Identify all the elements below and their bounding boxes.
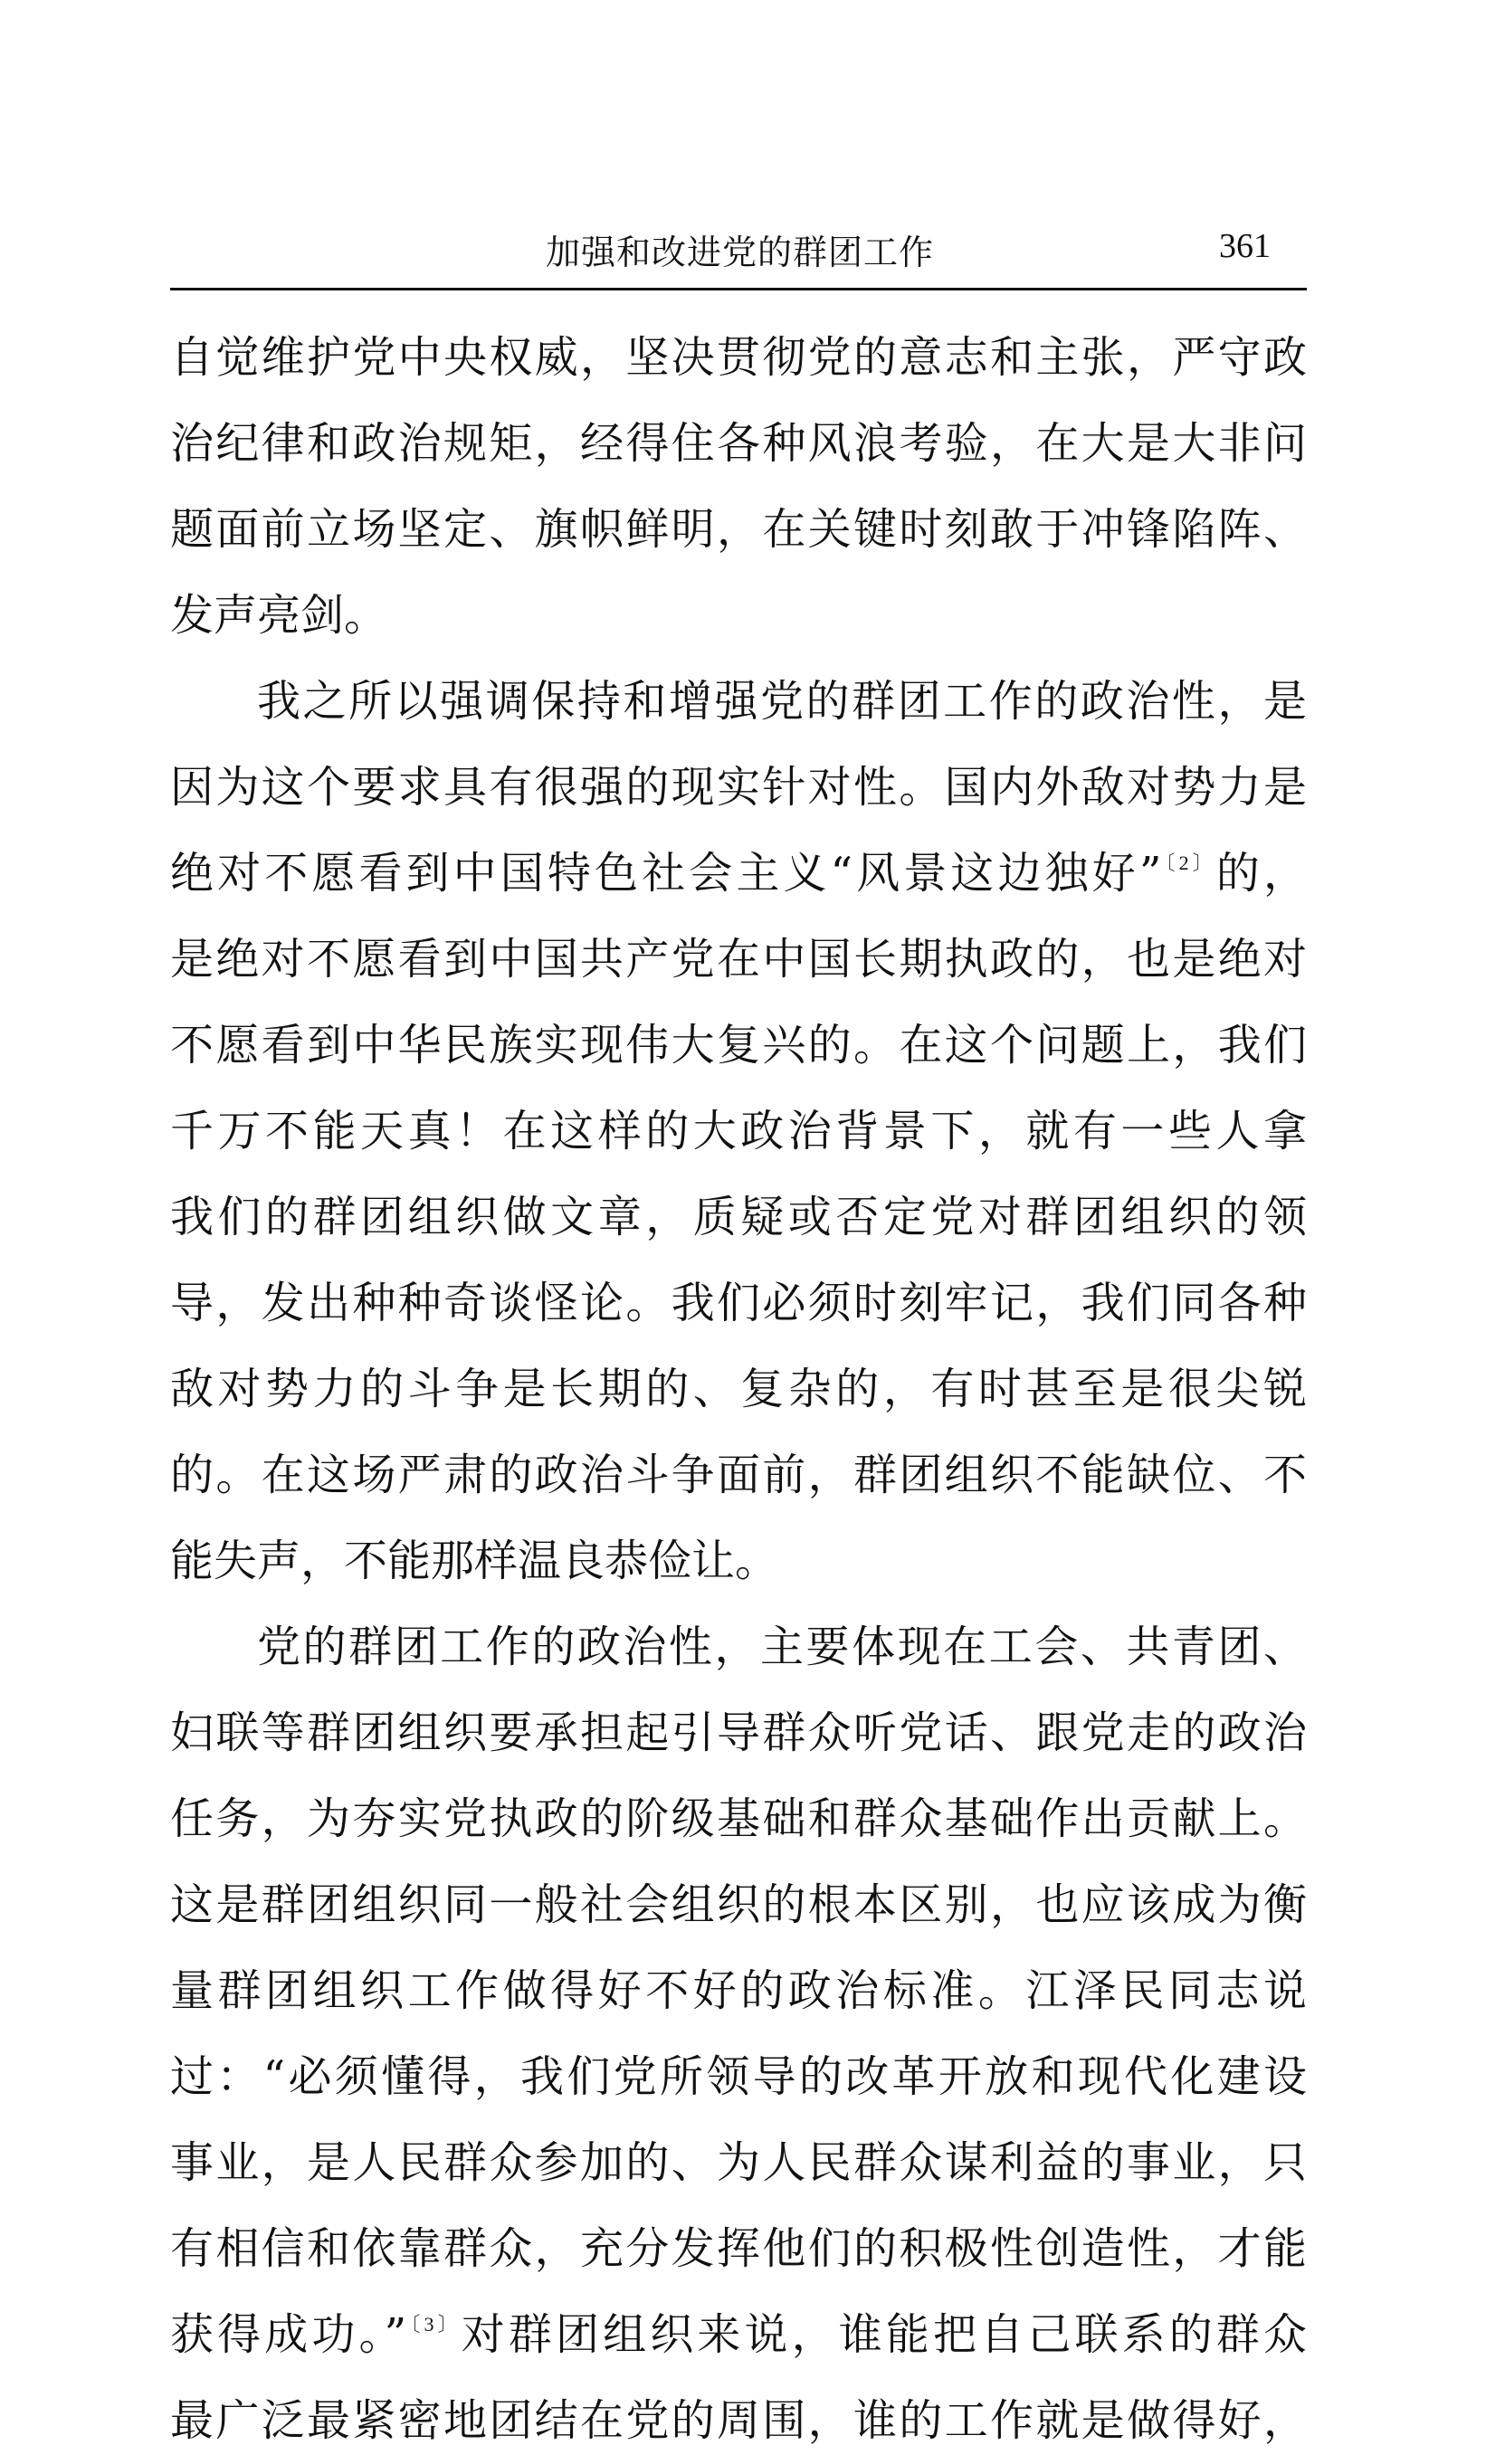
text-line: 是绝对不愿看到中国共产党在中国长期执政的，也是绝对 — [170, 934, 1307, 985]
text-line: 获得成功。”$^{〔3〕}$对群团组织来说，谁能把自己联系的群众 — [170, 2309, 1307, 2360]
footnote-marker: 〔3〕 — [406, 2313, 462, 2336]
text-line: 妇联等群团组织要承担起引导群众听党话、跟党走的政治 — [170, 1708, 1307, 1758]
footnote-marker: 〔2〕 — [1161, 851, 1216, 874]
text-line: 题面前立场坚定、旗帜鲜明，在关键时刻敢于冲锋陷阵、 — [170, 504, 1307, 555]
running-title: 加强和改进党的群团工作 — [546, 233, 935, 272]
text-line: 这是群团组织同一般社会组织的根本区别，也应该成为衡 — [170, 1879, 1307, 1930]
page-header — [170, 215, 1307, 290]
text-line: 党的群团工作的政治性，主要体现在工会、共青团、 — [257, 1622, 1307, 1672]
text-line: 绝对不愿看到中国特色社会主义“风景这边独好”$^{〔2〕}$的， — [170, 848, 1307, 899]
page-number: 361 — [1219, 227, 1271, 265]
text-line: 有相信和依靠群众，充分发挥他们的积极性创造性，才能 — [170, 2223, 1307, 2274]
body-text — [170, 315, 1307, 2464]
text-line: 导，发出种种奇谈怪论。我们必须时刻牢记，我们同各种 — [170, 1278, 1307, 1328]
text-line: 最广泛最紧密地团结在党的周围，谁的工作就是做得好， — [170, 2395, 1307, 2446]
text-line: 任务，为夯实党执政的阶级基础和群众基础作出贡献上。 — [170, 1793, 1307, 1844]
text-line: 自觉维护党中央权威，坚决贯彻党的意志和主张，严守政 — [170, 332, 1307, 383]
text-line: 过：“必须懂得，我们党所领导的改革开放和现代化建设 — [170, 2051, 1307, 2102]
text-line: 我之所以强调保持和增强党的群团工作的政治性，是 — [257, 676, 1307, 727]
text-line: 不愿看到中华民族实现伟大复兴的。在这个问题上，我们 — [170, 1020, 1307, 1070]
text-line: 的。在这场严肃的政治斗争面前，群团组织不能缺位、不 — [170, 1450, 1307, 1500]
text-line: 我们的群团组织做文章，质疑或否定党对群团组织的领 — [170, 1192, 1307, 1242]
text-line: 千万不能天真！在这样的大政治背景下，就有一些人拿 — [170, 1106, 1307, 1156]
text-line: 量群团组织工作做得好不好的政治标准。江泽民同志说 — [170, 1965, 1307, 2016]
text-line: 治纪律和政治规矩，经得住各种风浪考验，在大是大非问 — [170, 418, 1307, 469]
text-line: 因为这个要求具有很强的现实针对性。国内外敌对势力是 — [170, 762, 1307, 813]
text-line: 敌对势力的斗争是长期的、复杂的，有时甚至是很尖锐 — [170, 1364, 1307, 1414]
text-line: 发声亮剑。 — [170, 590, 388, 641]
text-line: 事业，是人民群众参加的、为人民群众谋利益的事业，只 — [170, 2137, 1307, 2188]
text-line: 能失声，不能那样温良恭俭让。 — [170, 1536, 779, 1586]
